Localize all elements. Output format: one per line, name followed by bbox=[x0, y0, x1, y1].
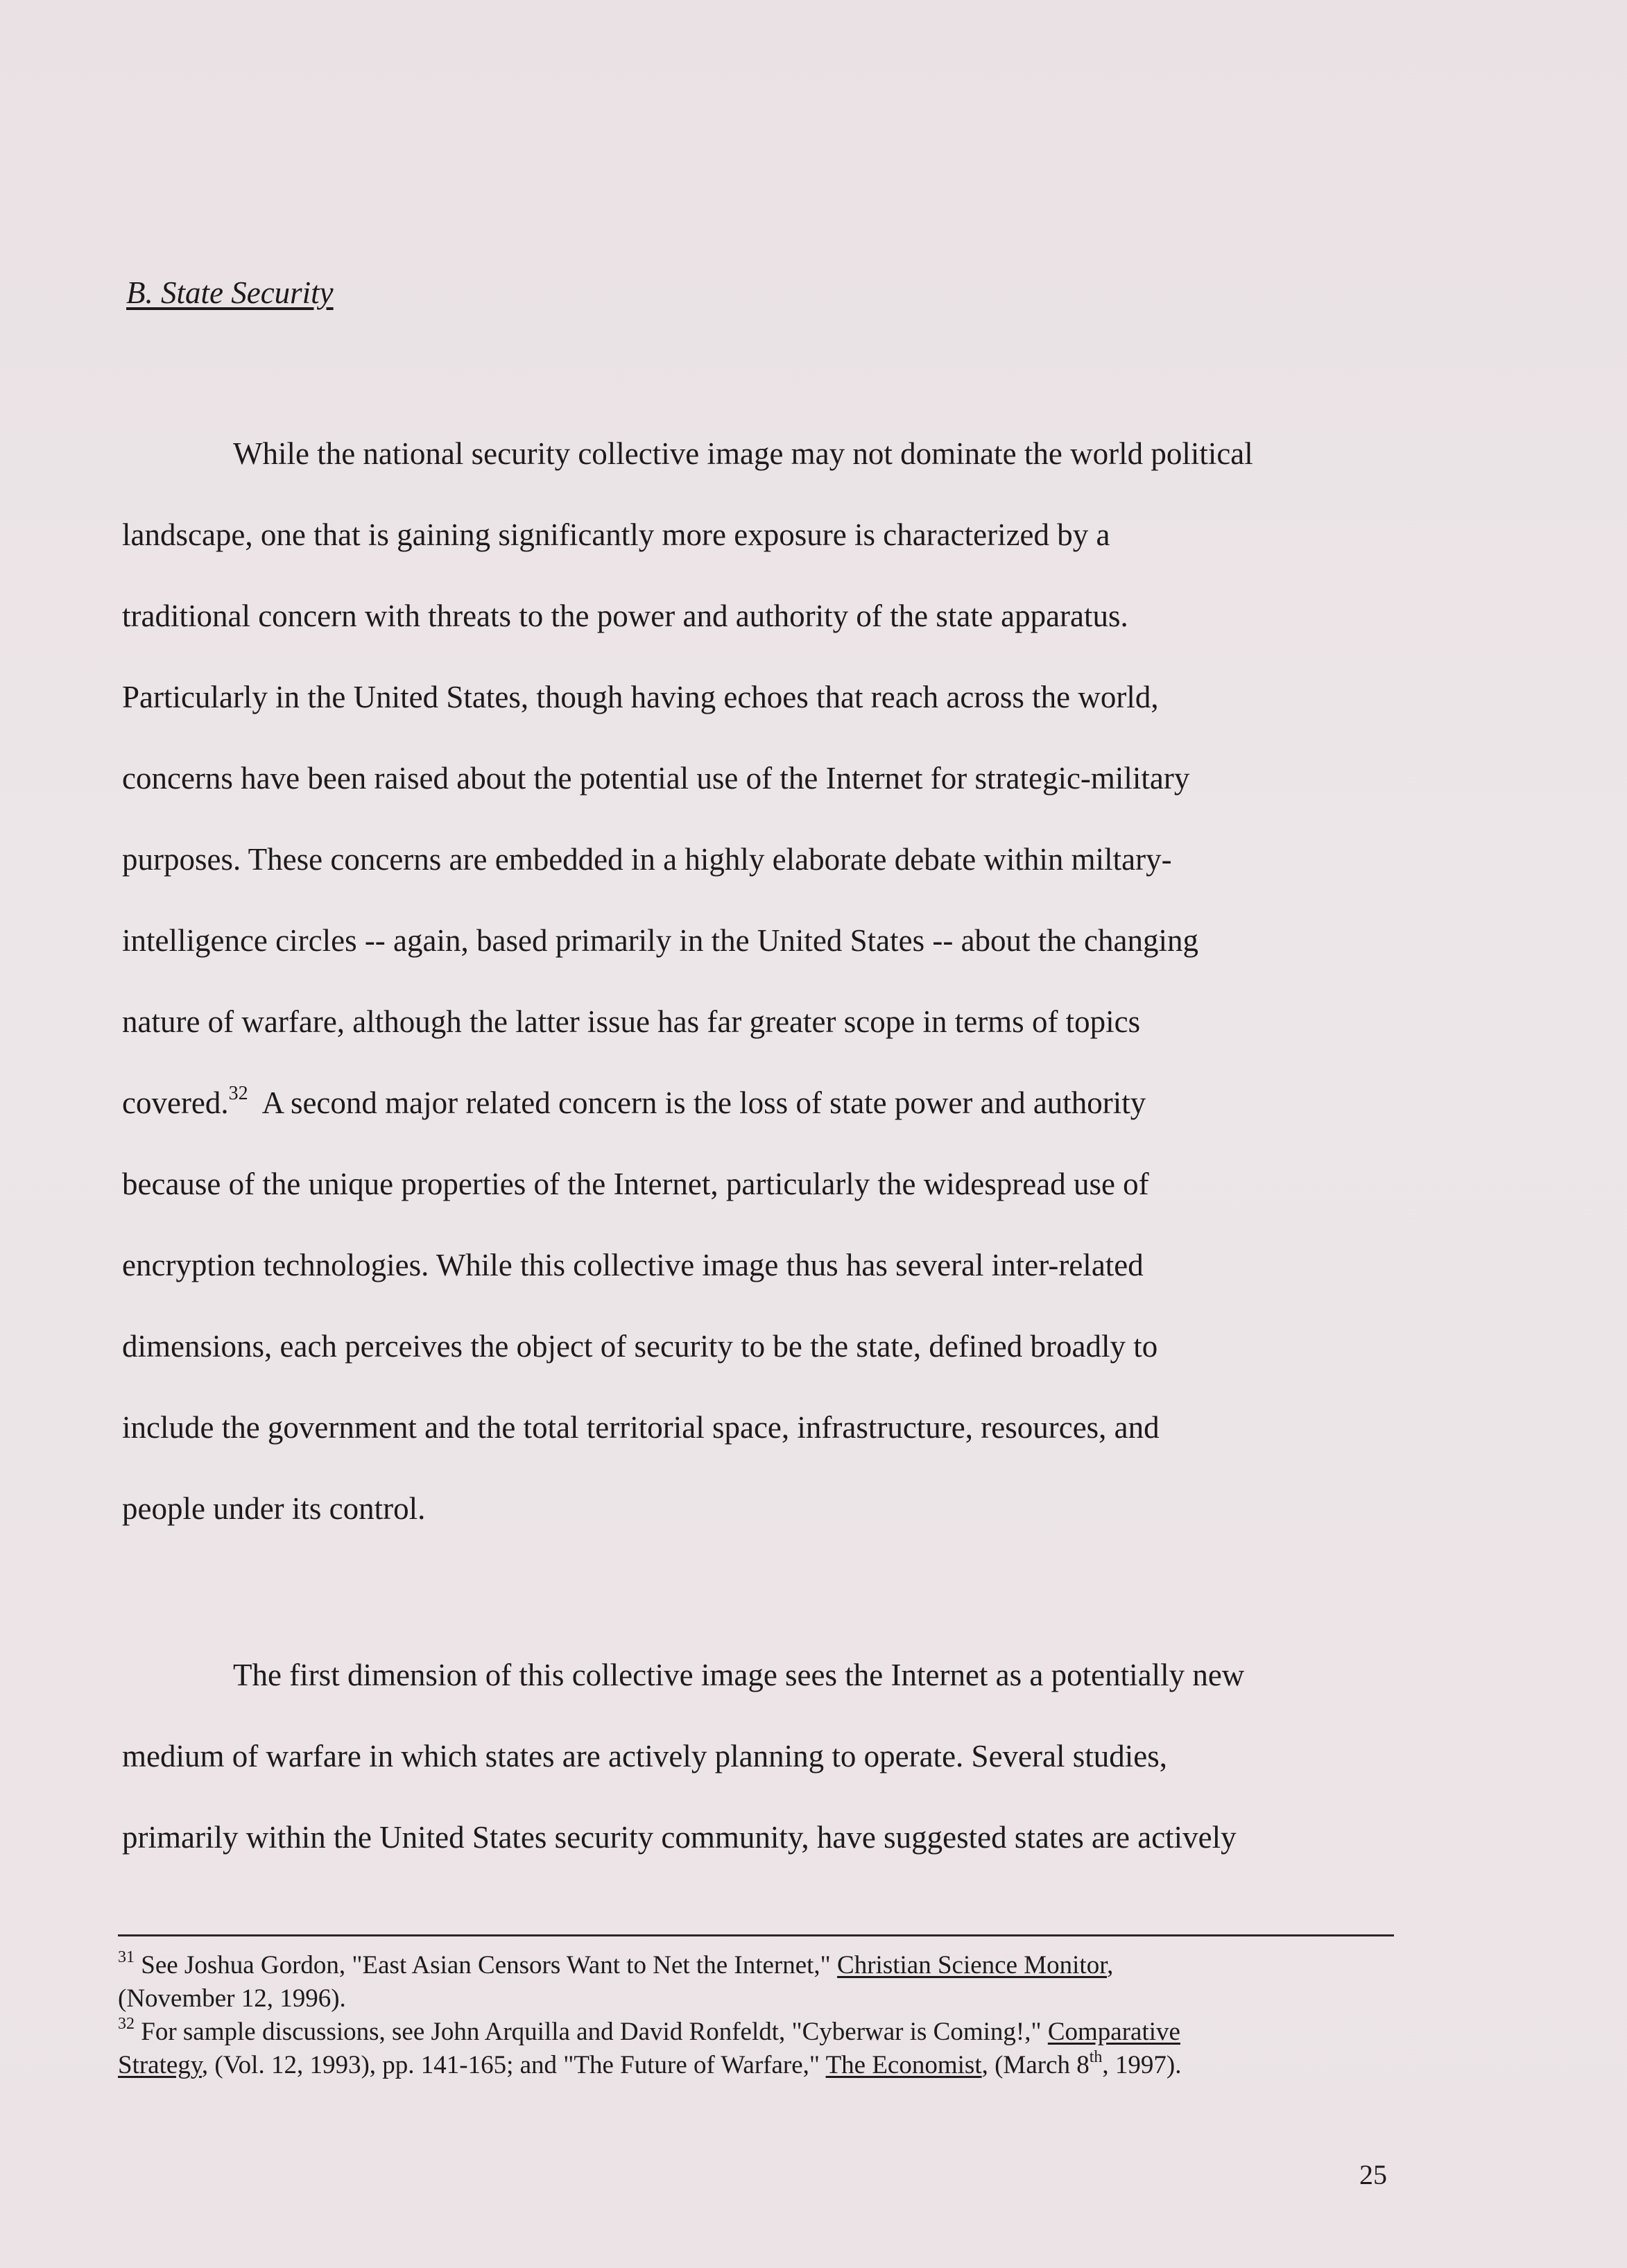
footnote-text: See Joshua Gordon, "East Asian Censors Want to Net the Internet," bbox=[135, 1951, 838, 1979]
text-line: purposes. These concerns are embedded in a highly elaborate debate within miltary- bbox=[122, 842, 1172, 877]
text-line: medium of warfare in which states are actively planning to operate. Several studies, bbox=[122, 1739, 1167, 1773]
text-line: intelligence circles -- again, based primarily in the United States -- about the changing bbox=[122, 923, 1198, 958]
text-line: traditional concern with threats to the power and authority of the state apparatus. bbox=[122, 599, 1128, 633]
footnote-32 bbox=[118, 2016, 1408, 2049]
footnote-text: For sample discussions, see John Arquilla and David Ronfeldt, "Cyberwar is Coming!," bbox=[135, 2018, 1048, 2046]
text-segment: A second major related concern is the loss of state power and authority bbox=[248, 1085, 1146, 1120]
text-line: concerns have been raised about the potential use of the Internet for strategic-military bbox=[122, 761, 1190, 796]
footnotes bbox=[118, 1949, 1408, 2082]
footnote-number: 32 bbox=[118, 2015, 135, 2033]
text-line: dimensions, each perceives the object of security to be the state, defined broadly to bbox=[122, 1329, 1158, 1364]
text-line: landscape, one that is gaining significantly more exposure is characterized by a bbox=[122, 517, 1110, 552]
footnote-number: 31 bbox=[118, 1948, 135, 1966]
text-line: Particularly in the United States, though having echoes that reach across the world, bbox=[122, 680, 1159, 714]
footnote-text: , 1997). bbox=[1102, 2051, 1182, 2079]
footnote-source: Comparative bbox=[1047, 2018, 1180, 2046]
footnote-separator bbox=[118, 1934, 1394, 1936]
text-line-with-footnote-ref bbox=[122, 1063, 1391, 1144]
footnote-source: Strategy bbox=[118, 2051, 202, 2079]
footnote-32-continuation bbox=[118, 2049, 1408, 2082]
text-line: encryption technologies. While this collective image thus has several inter-related bbox=[122, 1248, 1144, 1282]
text-line: While the national security collective image may not dominate the world political bbox=[233, 436, 1253, 471]
text-line: nature of warfare, although the latter issue has far greater scope in terms of topics bbox=[122, 1004, 1141, 1039]
footnote-text: , bbox=[1107, 1951, 1114, 1979]
text-line: people under its control. bbox=[122, 1491, 426, 1526]
text-line: because of the unique properties of the Internet, particularly the widespread use of bbox=[122, 1167, 1149, 1201]
text-line: include the government and the total territorial space, infrastructure, resources, and bbox=[122, 1410, 1160, 1445]
footnote-text: , (Vol. 12, 1993), pp. 141-165; and "The Future of Warfare," bbox=[201, 2051, 826, 2079]
footnote-reference: 32 bbox=[228, 1083, 248, 1104]
ordinal-suffix: th bbox=[1089, 2048, 1103, 2066]
footnote-text: , (March 8 bbox=[981, 2051, 1090, 2079]
body-paragraph-1 bbox=[122, 413, 1391, 1549]
footnote-source: Christian Science Monitor bbox=[837, 1951, 1108, 1979]
footnote-31-continuation: (November 12, 1996). bbox=[118, 1984, 346, 2013]
body-paragraph-2 bbox=[122, 1635, 1391, 1878]
section-heading: B. State Security bbox=[126, 275, 334, 310]
footnote-31 bbox=[118, 1949, 1408, 1982]
text-line: The first dimension of this collective image sees the Internet as a potentially new bbox=[233, 1658, 1245, 1692]
text-segment: covered. bbox=[122, 1085, 229, 1120]
text-line: primarily within the United States security community, have suggested states are actively bbox=[122, 1820, 1237, 1855]
footnote-source: The Economist bbox=[825, 2051, 982, 2079]
page-number: 25 bbox=[1359, 2159, 1387, 2190]
